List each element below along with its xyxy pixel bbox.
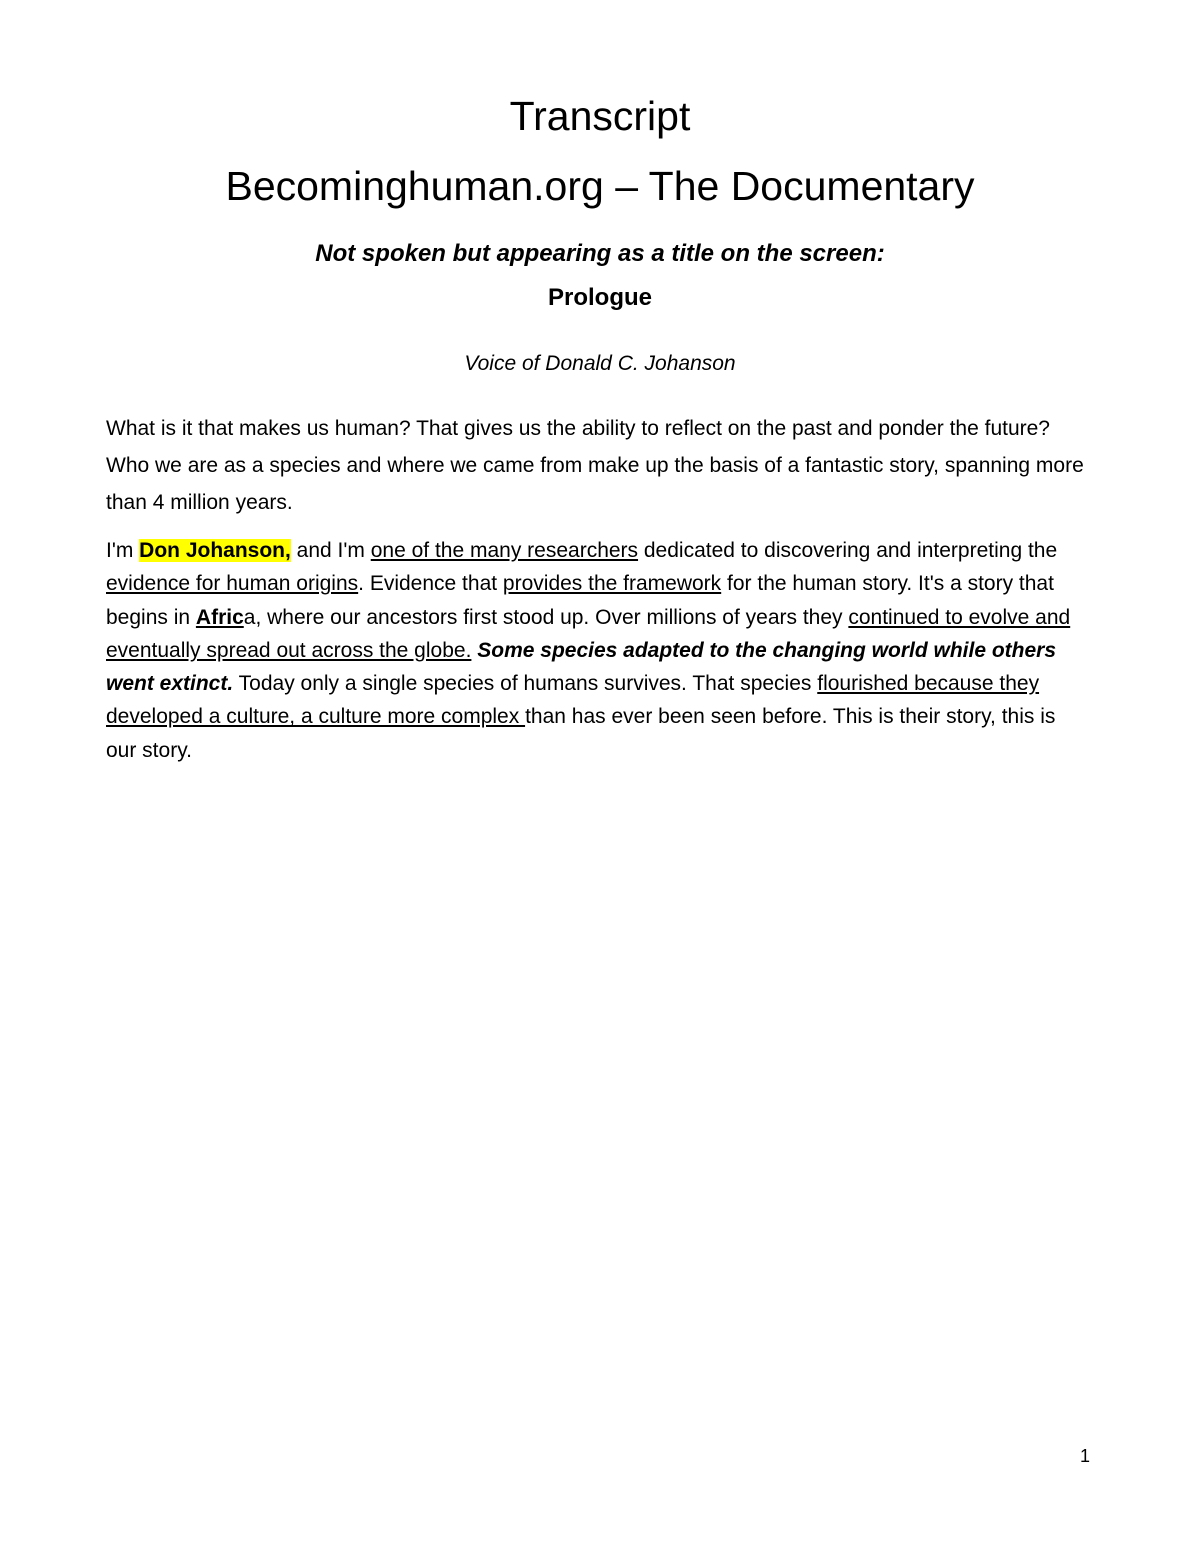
text-run: I'm <box>106 539 140 562</box>
text-run: a, where our ancestors first stood up. Over millions of years they <box>243 605 849 629</box>
voice-credit: Voice of Donald C. Johanson <box>464 352 736 375</box>
underlined-phrase: continued to evolve and eventually spread out across the globe. <box>106 605 1071 662</box>
bold-italic-sentence: Some species adapted to the changing world while others went extinct. <box>106 638 1057 696</box>
text-run: dedicated to discovering and interpreting the <box>638 539 1058 562</box>
text-run: than has ever been seen before. This is their story, this is our story. <box>106 705 1056 762</box>
highlighted-name: Don Johanson, <box>139 539 291 562</box>
text-run: for the human story. It's a story that begins in <box>106 572 1054 629</box>
underlined-phrase: provides the framework <box>502 572 722 596</box>
document-title: Transcript <box>509 93 691 139</box>
text-run: and I'm <box>290 539 371 562</box>
paragraph-narration <box>106 534 1086 767</box>
underlined-phrase: flourished because they developed a culture, a culture more complex <box>106 672 1040 729</box>
document-subtitle: Becominghuman.org – The Documentary <box>225 163 975 209</box>
bold-underlined-word: Afric <box>195 605 244 629</box>
paragraph-intro: What is it that makes us human? That gives us the ability to reflect on the past and ponder the future? Who we are as a species and where we came from make up the basis of a fantastic story, spanning more than 4 million years. <box>106 417 1084 514</box>
underlined-phrase: evidence for human origins <box>106 572 359 596</box>
text-run: . Evidence that <box>358 572 503 596</box>
page-number: 1 <box>1080 1446 1091 1466</box>
text-run: Today only a single species of humans survives. That species <box>233 672 818 696</box>
section-heading-prologue: Prologue <box>547 284 652 311</box>
underlined-phrase: one of the many researchers <box>370 539 639 562</box>
screen-title-note: Not spoken but appearing as a title on the screen: <box>315 240 885 267</box>
